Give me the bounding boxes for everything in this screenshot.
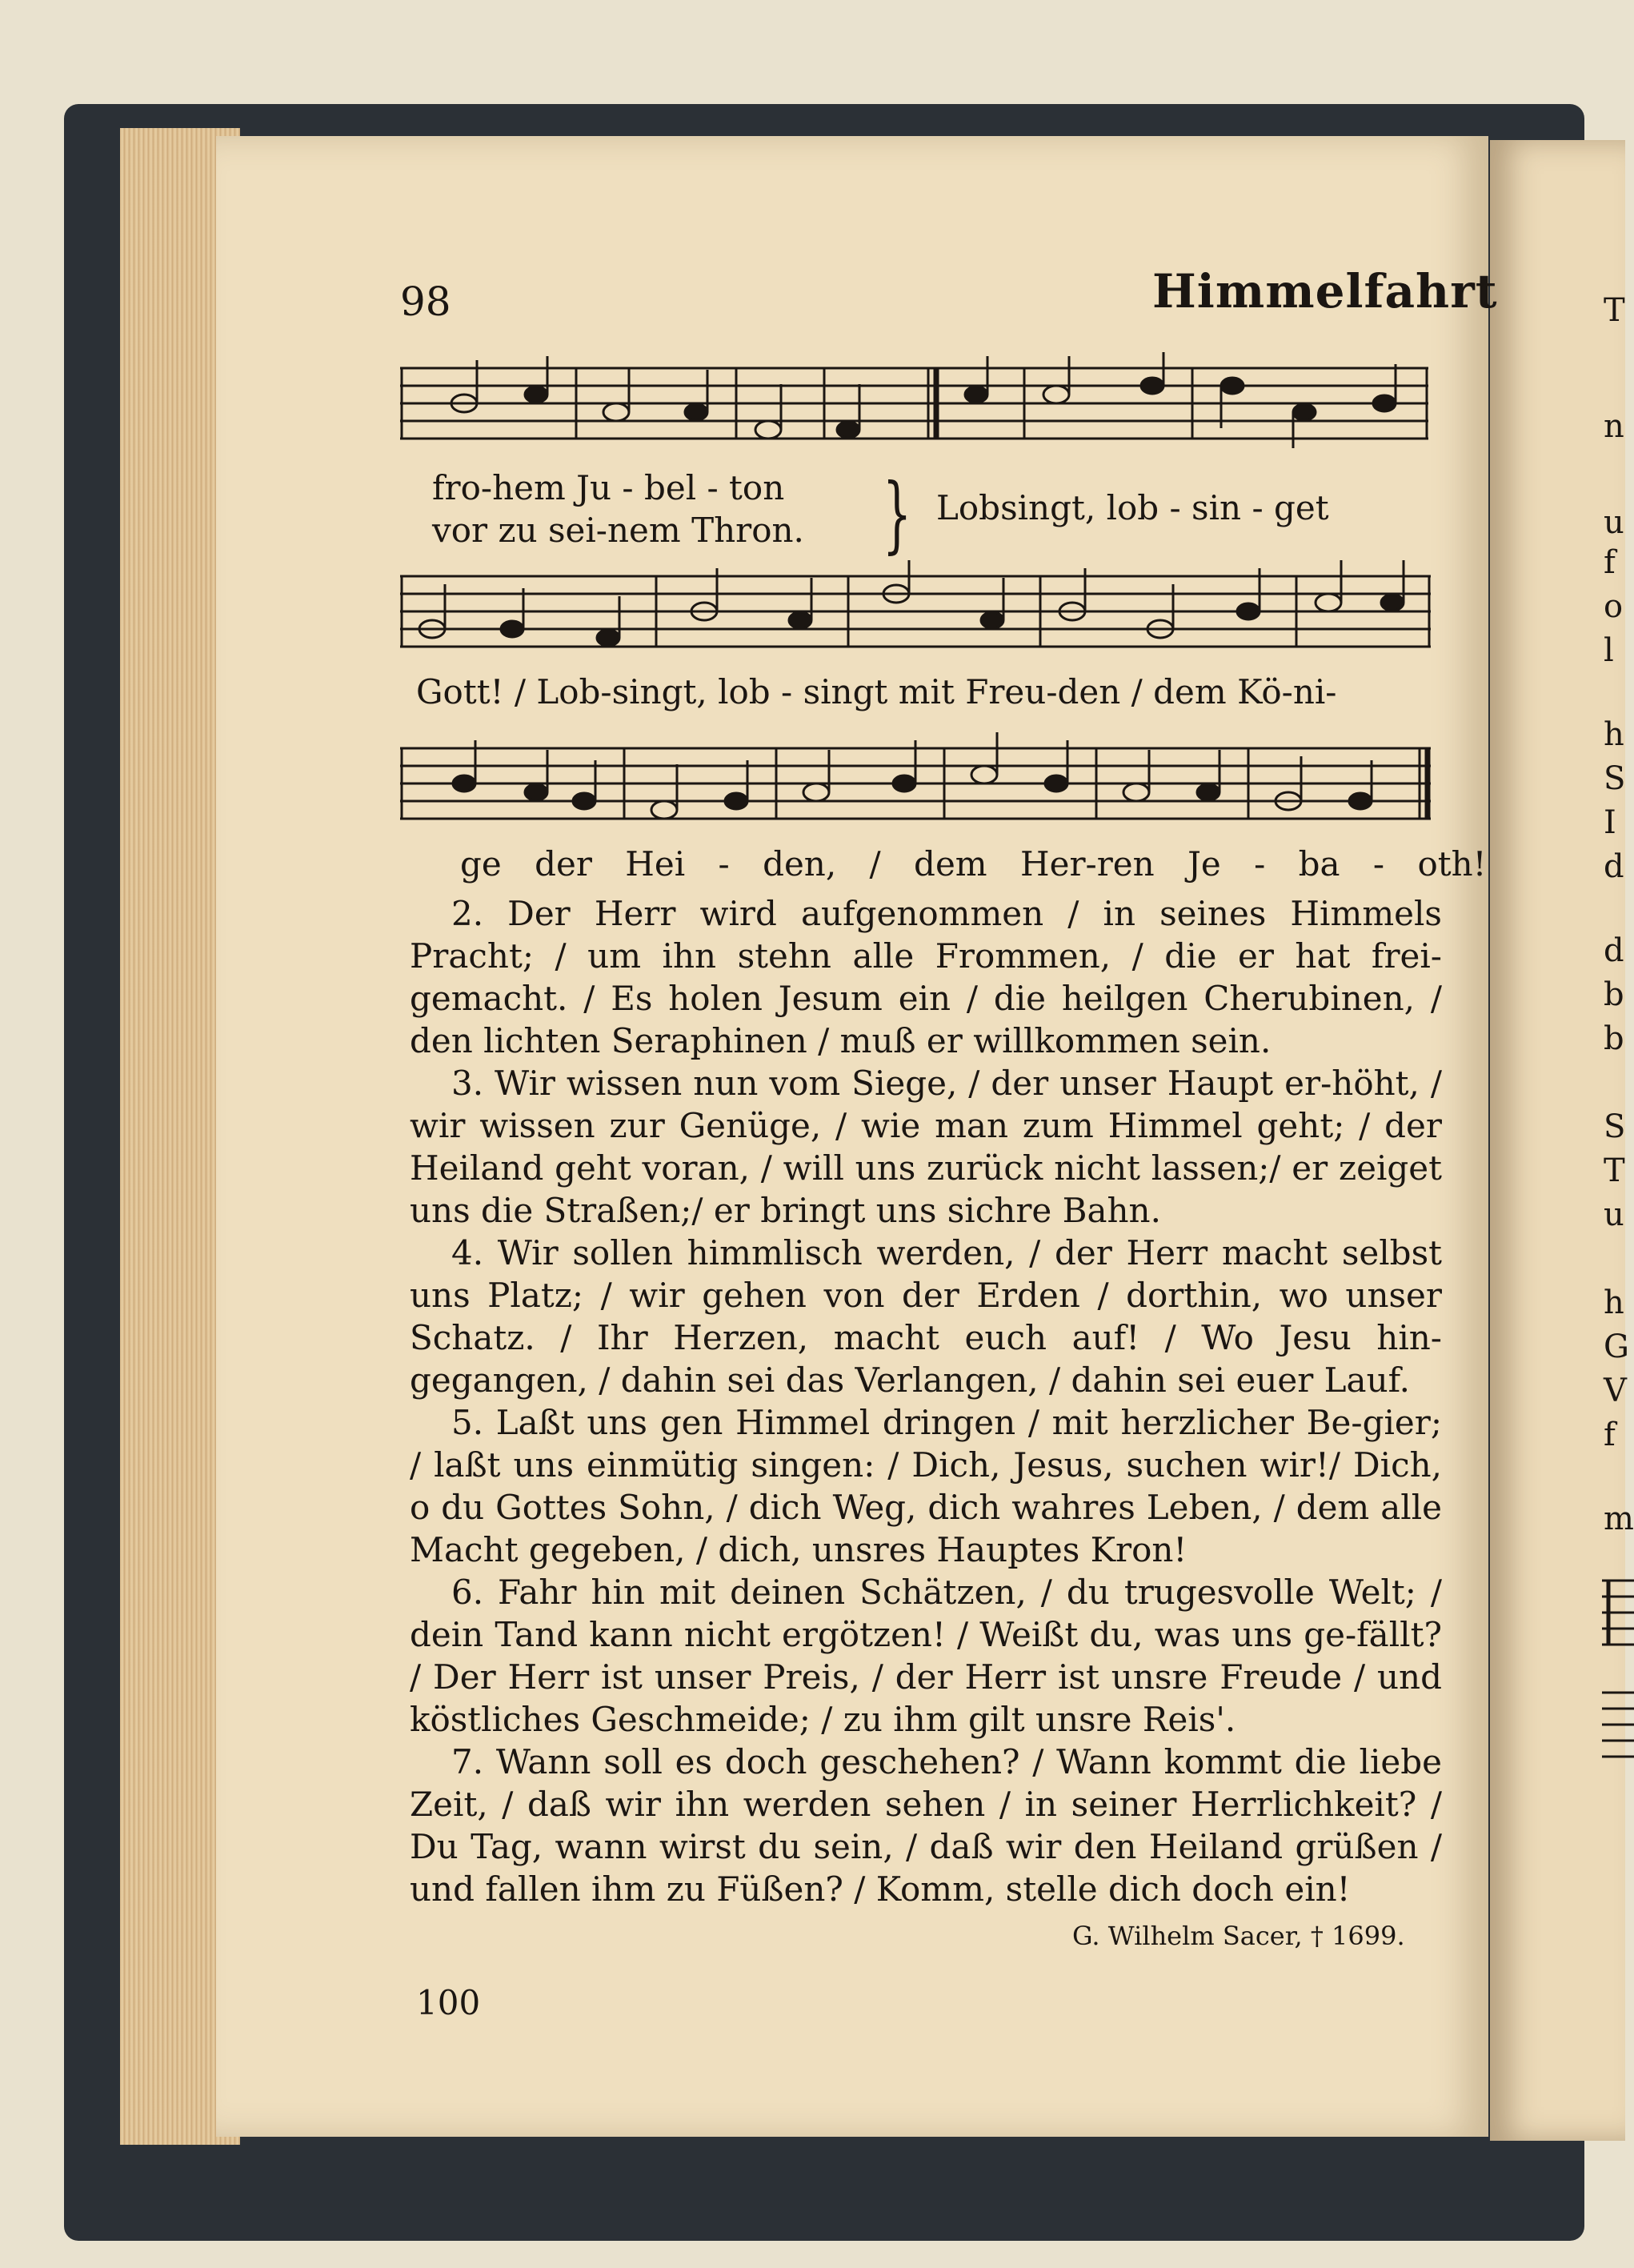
next-page-letter: d bbox=[1604, 932, 1624, 969]
next-page-letter: m bbox=[1604, 1501, 1634, 1537]
next-page-edge bbox=[1490, 140, 1634, 2141]
lyrics-line-2: Gott! / Lob-singt, lob - singt mit Freu-den / dem Kö-ni- bbox=[416, 672, 1337, 711]
next-page-letter: u bbox=[1604, 504, 1624, 541]
lyrics-line-1b: vor zu sei-nem Thron. bbox=[432, 511, 804, 550]
next-page-letter: u bbox=[1604, 1196, 1624, 1233]
next-page-letter: h bbox=[1604, 716, 1624, 753]
music-staff-2 bbox=[400, 560, 1432, 664]
next-page-staff-fragment bbox=[1602, 1565, 1634, 1661]
next-page-letter: f bbox=[1604, 544, 1616, 581]
next-page-letter: f bbox=[1604, 1416, 1616, 1453]
verse-2: 2. Der Herr wird aufgenommen / in seines Himmels Pracht; / um ihn stehn alle Frommen, / die er hat frei-gemacht. / Es holen Jesum ein / die heilgen Cherubinen, / den lichten Seraphinen / muß er willkommen sein. bbox=[410, 894, 1442, 1060]
next-page-letter: l bbox=[1604, 632, 1614, 669]
next-page-letter: n bbox=[1604, 408, 1624, 445]
music-staff-1 bbox=[400, 352, 1432, 448]
lyrics-line-1a: fro-hem Ju - bel - ton bbox=[432, 468, 785, 507]
next-page-letter: T bbox=[1604, 1152, 1625, 1189]
next-page-letter: T bbox=[1604, 292, 1625, 329]
hymn-verses bbox=[410, 892, 1442, 1910]
next-page-letter: d bbox=[1604, 848, 1624, 885]
verse-5: 5. Laßt uns gen Himmel dringen / mit herzlicher Be-gier; / laßt uns einmütig singen: / Dich, Jesus, suchen wir!/ Dich, o du Gottes Sohn, / dich Weg, dich wahres Leben, / dem alle Macht gegeben, / dich, unsres Hauptes Kron! bbox=[410, 1403, 1442, 1569]
lyrics-line-3: ge der Hei - den, / dem Her-ren Je - ba - oth! bbox=[460, 844, 1487, 884]
next-page-letter: V bbox=[1604, 1372, 1627, 1409]
verse-7: 7. Wann soll es doch geschehen? / Wann kommt die liebe Zeit, / daß wir ihn werden sehen / in seiner Herrlichkeit? / Du Tag, wann wirst du sein, / daß wir den Heiland grüßen / und fallen ihm zu Füßen? / Komm, stelle dich doch ein! bbox=[410, 1742, 1442, 1909]
author-attribution: G. Wilhelm Sacer, † 1699. bbox=[1072, 1921, 1405, 1951]
page-title: Himmelfahrt bbox=[1152, 264, 1498, 319]
next-page-letter: b bbox=[1604, 1020, 1624, 1057]
footer-number: 100 bbox=[416, 1983, 481, 2022]
lyrics-brace: } bbox=[882, 465, 912, 563]
verse-6: 6. Fahr hin mit deinen Schätzen, / du trugesvolle Welt; / dein Tand kann nicht ergötzen! / Weißt du, was uns ge-fällt? / Der Herr ist unser Preis, / der Herr ist unsre Freude / und köstliches Geschmeide; / zu ihm gilt unsre Reis'. bbox=[410, 1573, 1442, 1739]
verse-3: 3. Wir wissen nun vom Siege, / der unser Haupt er-höht, / wir wissen zur Genüge, / wie man zum Himmel geht; / der Heiland geht voran, / will uns zurück nicht lassen;/ er zeiget uns die Straßen;/ er bringt uns sichre Bahn. bbox=[410, 1064, 1442, 1230]
next-page-staff-fragment bbox=[1602, 1685, 1634, 1765]
next-page-letter: o bbox=[1604, 588, 1624, 625]
lyrics-line-1c: Lobsingt, lob - sin - get bbox=[936, 488, 1329, 527]
next-page-letter: G bbox=[1604, 1328, 1629, 1365]
music-staff-3 bbox=[400, 732, 1432, 836]
next-page-letter: S bbox=[1604, 1108, 1626, 1145]
next-page-letter: h bbox=[1604, 1284, 1624, 1321]
next-page-letter: I bbox=[1604, 804, 1616, 841]
page-number: 98 bbox=[400, 278, 451, 325]
next-page-letter: b bbox=[1604, 976, 1624, 1013]
verse-4: 4. Wir sollen himmlisch werden, / der Herr macht selbst uns Platz; / wir gehen von der Erden / dorthin, wo unser Schatz. / Ihr Herzen, macht euch auf! / Wo Jesu hin-gegangen, / dahin sei das Verlangen, / dahin sei euer Lauf. bbox=[410, 1233, 1442, 1400]
next-page-letter: S bbox=[1604, 760, 1626, 797]
